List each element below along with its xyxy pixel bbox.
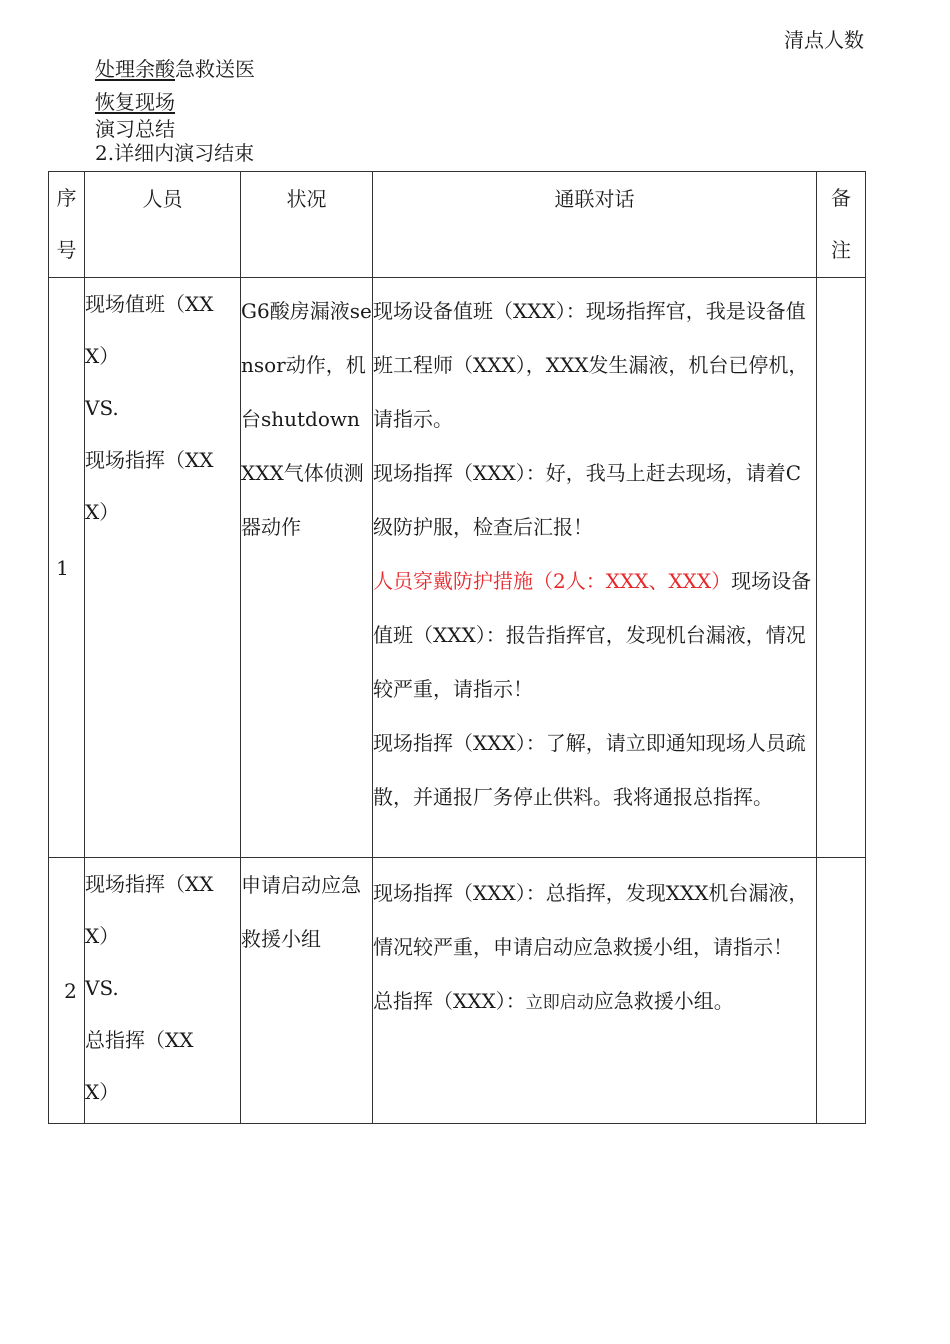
step-summary: 演习总结	[95, 117, 175, 141]
header-seq: 序 号	[49, 172, 85, 278]
header-person: 人员	[85, 172, 241, 278]
step-restore: 恢复现场	[95, 90, 175, 114]
row-person: 现场指挥（XX X） VS. 总指挥（XX X）	[85, 858, 241, 1124]
step-handle-acid	[95, 57, 255, 81]
header-dialogue: 通联对话	[373, 172, 817, 278]
step-handle-acid-underlined: 处理余酸	[95, 57, 175, 81]
protective-measure-note: 人员穿戴防护措施（2人：XXX、XXX）	[373, 569, 732, 593]
row-dialogue	[373, 278, 817, 858]
drill-table	[48, 171, 866, 1124]
row-seq: 2	[49, 858, 85, 1124]
dialogue-line: 现场指挥（XXX）：了解，请立即通知现场人员疏散，并通报厂务停止供料。我将通报总指挥。	[373, 731, 806, 809]
header-remark: 备 注	[817, 172, 866, 278]
row-person: 现场值班（XX X） VS. 现场指挥（XX X）	[85, 278, 241, 858]
dialogue-line: 现场指挥（XXX）：好，我马上赶去现场，请着C级防护服，检查后汇报！	[373, 461, 802, 539]
step-first-aid: 急救送医	[175, 57, 255, 81]
dialogue-line: 人员穿戴防护措施（2人：XXX、XXX）现场设备值班（XXX）：报告指挥官，发现机台漏液，情况较严重，请指示！	[373, 569, 812, 701]
table-row	[49, 858, 866, 1124]
row-status: 申请启动应急救援小组	[241, 858, 373, 1124]
row-seq: 1	[49, 278, 85, 858]
header-note: 清点人数	[784, 28, 864, 52]
dialogue-line: 总指挥（XXX）：立即启动应急救援小组。	[373, 989, 734, 1013]
dialogue-line: 现场指挥（XXX）：总指挥，发现XXX机台漏液，情况较严重，申请启动应急救援小组，请指示！	[373, 881, 809, 959]
dialogue-line: 现场设备值班（XXX）：现场指挥官，我是设备值班工程师（XXX），XXX发生漏液，机台已停机，请指示。	[373, 299, 809, 431]
table-row	[49, 278, 866, 858]
row-status: G6酸房漏液sensor动作，机台shutdown XXX气体侦测器动作	[241, 278, 373, 858]
row-dialogue	[373, 858, 817, 1124]
row-remark	[817, 858, 866, 1124]
header-status: 状况	[241, 172, 373, 278]
section-title: 2.详细内演习结束	[95, 141, 255, 165]
table-header-row	[49, 172, 866, 278]
row-remark	[817, 278, 866, 858]
